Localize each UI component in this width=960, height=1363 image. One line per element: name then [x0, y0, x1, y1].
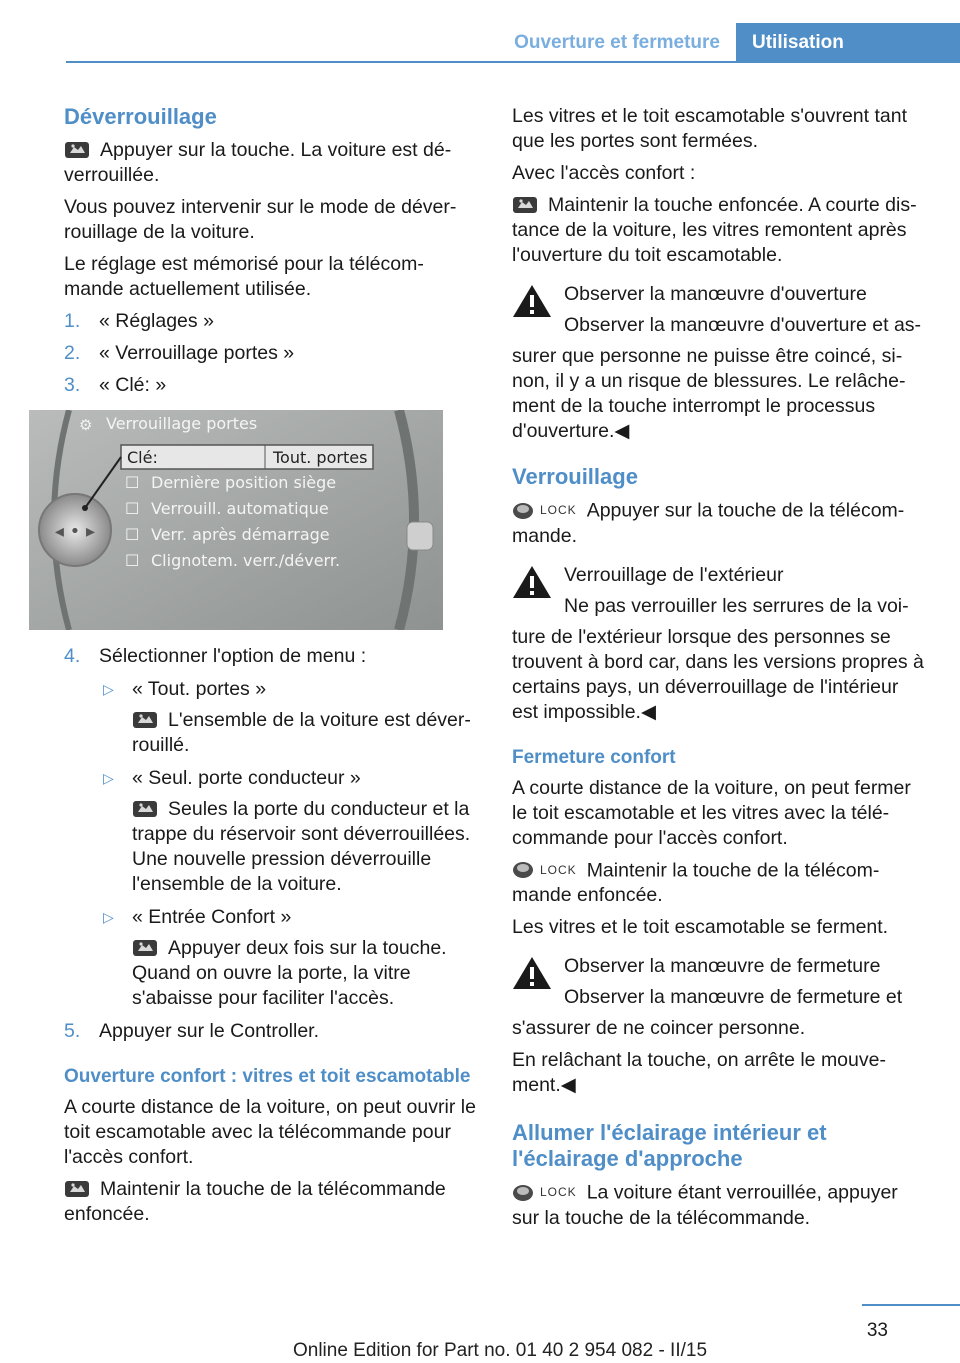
- warning-icon: [512, 283, 552, 319]
- screen-title-row: [79, 414, 257, 434]
- heading-eclairage: Allumer l'éclairage intérieur et l'éclairage d'approche: [512, 1120, 827, 1171]
- screen-title: Verrouillage portes: [106, 414, 258, 433]
- left-column: [54, 104, 478, 1234]
- screen-item: Verr. après démarrage: [151, 525, 330, 544]
- remote-unlock-icon: [132, 800, 158, 818]
- paragraph: Le réglage est mémorisé pour la télécom‐mande actuellement utilisée.: [64, 253, 424, 300]
- option-seul-porte-conducteur: ▷ « Seul. porte conducteur » Seules la porte du conducteur et la trappe du réservoir sont déverrouillées. Une nouvelle pression déverrouille l'ensemble de la voiture.: [103, 767, 471, 895]
- paragraph: A courte distance de la voiture, on peut ouvrir le toit escamotable avec la télécommande pour l'accès confort.: [64, 1096, 476, 1168]
- steps-list-continued: [64, 644, 478, 1044]
- warning-body: ture de l'extérieur lorsque des personnes se trouvent à bord car, dans les versions propres à certains pays, un déverrouillage de l'intérieur est impossible.◀: [512, 625, 924, 723]
- screen-checkbox-icon: ☐: [125, 499, 140, 518]
- step-3: 3. « Clé: »: [64, 374, 167, 396]
- footer-rule: [862, 1304, 960, 1306]
- paragraph: LOCK Maintenir la touche de la télécom‐mande enfoncée.: [512, 859, 880, 906]
- paragraph: Maintenir la touche de la télécommande enfoncée.: [64, 1178, 446, 1225]
- step-5: 5. Appuyer sur le Controller.: [64, 1020, 320, 1042]
- warning-title: Verrouillage de l'extérieur: [564, 563, 784, 586]
- remote-unlock-icon: [64, 141, 90, 159]
- warning-first-line: Observer la manœuvre de fermeture et: [564, 986, 903, 1008]
- screen-key-value: Tout. portes: [273, 448, 368, 467]
- paragraph: Appuyer sur la touche. La voiture est dé‐verrouillée.: [64, 139, 452, 186]
- remote-unlock-icon: [512, 196, 538, 214]
- step-2: 2. « Verrouillage portes »: [64, 342, 295, 364]
- screen-checkbox-icon: ☐: [125, 551, 140, 570]
- option-list: [99, 677, 478, 1011]
- remote-lock-icon: LOCK: [512, 858, 577, 883]
- warning-body: surer que personne ne puisse être coincé, si‐non, il y a un risque de blessures. Le relâche‐ment de la touche interrompt le processus d'ouverture.◀: [512, 345, 906, 442]
- warning-title: Observer la manœuvre d'ouverture: [564, 283, 867, 305]
- steps-list: [64, 309, 478, 398]
- screen-gear-icon: ⚙: [79, 416, 93, 434]
- warning-icon: [512, 564, 552, 600]
- subheading-fermeture-confort: Fermeture confort: [512, 746, 676, 768]
- paragraph: Avec l'accès confort :: [512, 162, 696, 184]
- heading-verrouillage: Verrouillage: [512, 464, 638, 489]
- warning-icon: [512, 955, 552, 991]
- paragraph: En relâchant la touche, on arrête le mouve‐ment.◀: [512, 1049, 886, 1096]
- paragraph: Vous pouvez intervenir sur le mode de déver‐rouillage de la voiture.: [64, 196, 457, 243]
- idrive-screen-image: [29, 410, 443, 630]
- header-section-title: Ouverture et fermeture: [514, 32, 720, 53]
- step-4: 4. Sélectionner l'option de menu : ▷ « Tout. portes » L'ensemble de la voiture est déver‐rouillé. ▷ « Seul. porte conducteur » Seules la porte du conducteur et la trappe du réservoir sont déverrouillées. Une nouvelle pression déverrouille l'ensemble de la voiture. ▷ « Entrée Confort » Appuyer deux fois sur la touche. Quand on ouvre la porte, la vitre s'abaisse pour faciliter l'accès.: [64, 644, 478, 1011]
- warning-verrouillage-exterieur: [512, 563, 928, 619]
- warning-body: s'assurer de ne coincer personne.: [512, 1017, 806, 1039]
- paragraph: A courte distance de la voiture, on peut fermer le toit escamotable et les vitres avec la télé‐commande pour l'accès confort.: [512, 776, 911, 849]
- heading-deverrouillage: Déverrouillage: [64, 104, 217, 129]
- paragraph: LOCK Appuyer sur la touche de la télécom‐mande.: [512, 499, 905, 547]
- remote-lock-icon: LOCK: [512, 498, 577, 523]
- screen-item: Dernière position siège: [151, 473, 337, 492]
- screen-checkbox-icon: ☐: [125, 473, 140, 492]
- screen-key-label: Clé:: [127, 448, 158, 467]
- step-1: 1. « Réglages »: [64, 310, 214, 332]
- paragraph: Maintenir la touche enfoncée. A courte dis‐tance de la voiture, les vitres remontent après l'ouverture du toit escamotable.: [512, 194, 917, 266]
- remote-unlock-icon: [132, 939, 158, 957]
- remote-unlock-icon: [64, 1180, 90, 1198]
- warning-first-line: Ne pas verrouiller les serrures de la voi‐: [564, 594, 909, 617]
- paragraph: LOCK La voiture étant verrouillée, appuyer sur la touche de la télécommande.: [512, 1181, 898, 1229]
- footer-edition: Online Edition for Part no. 01 40 2 954 082 - II/15: [292, 1340, 708, 1361]
- warning-title: Observer la manœuvre de fermeture: [564, 955, 881, 977]
- option-entree-confort: ▷ « Entrée Confort » Appuyer deux fois sur la touche. Quand on ouvre la porte, la vitre s'abaisse pour faciliter l'accès.: [103, 906, 447, 1009]
- screen-item: Clignotem. verr./déverr.: [151, 551, 341, 570]
- header-tab-utilisation[interactable]: Utilisation: [736, 23, 960, 63]
- screen-checkbox-icon: ☐: [125, 525, 140, 544]
- paragraph: Les vitres et le toit escamotable s'ouvrent tant que les portes sont fermées.: [512, 105, 908, 152]
- page-number: 33: [866, 1320, 888, 1341]
- option-tout-portes: ▷ « Tout. portes » L'ensemble de la voiture est déver‐rouillé.: [103, 678, 471, 756]
- remote-unlock-icon: [132, 711, 158, 729]
- warning-fermeture: [512, 954, 928, 1010]
- remote-lock-icon: LOCK: [512, 1180, 577, 1205]
- subheading-ouverture-confort: Ouverture confort : vitres et toit escamotable: [64, 1066, 471, 1087]
- screen-item: Verrouill. automatique: [151, 499, 329, 518]
- warning-ouverture: [512, 282, 928, 338]
- svg-text:◂ • ▸: ◂ • ▸: [54, 521, 96, 542]
- right-column: [512, 104, 928, 1238]
- paragraph: Les vitres et le toit escamotable se ferment.: [512, 916, 889, 938]
- warning-first-line: Observer la manœuvre d'ouverture et as‐: [564, 314, 922, 336]
- header-rule: [66, 61, 960, 63]
